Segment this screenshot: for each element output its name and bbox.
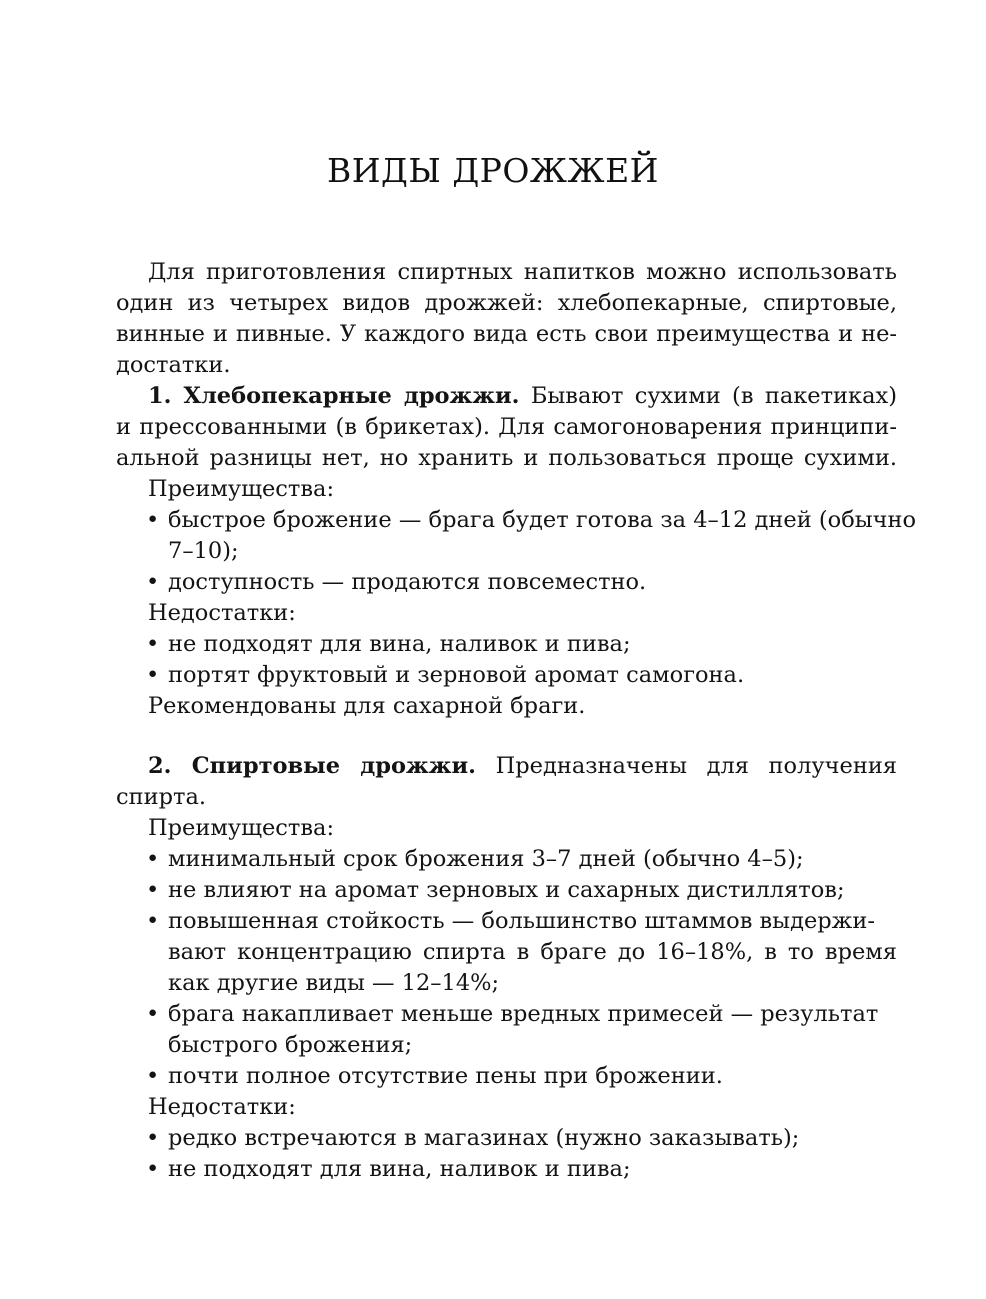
section2-disadvantages-label: Недостатки: bbox=[148, 1094, 296, 1120]
list-item: • доступность — продаются повсеместно. bbox=[146, 569, 647, 595]
section2-text: Предназначены для получения bbox=[495, 753, 897, 779]
list-item: • не подходят для вина, наливок и пива; bbox=[146, 1156, 631, 1182]
bullet-icon: • bbox=[146, 662, 160, 688]
bullet-icon: • bbox=[146, 908, 160, 934]
bullet-icon: • bbox=[146, 569, 160, 595]
list-item-continuation: как другие виды — 12–14%; bbox=[168, 970, 500, 996]
section2-heading: 2. Спиртовые дрожжи. bbox=[148, 753, 477, 779]
list-item-continuation: 7–10); bbox=[168, 538, 239, 564]
list-item-continuation: быстрого брожения; bbox=[168, 1032, 413, 1058]
bullet-icon: • bbox=[146, 1063, 160, 1089]
list-item: • быстрое брожение — брага будет готова за 4–12 дней (обычно bbox=[146, 507, 917, 533]
section1-line: и прессованными (в брикетах). Для самогоноварения принципи- bbox=[116, 414, 897, 440]
bullet-icon: • bbox=[146, 1156, 160, 1182]
list-item: • повышенная стойкость — большинство штаммов выдержи- bbox=[146, 908, 875, 934]
section2-line: спирта. bbox=[116, 784, 207, 810]
section1-advantages-label: Преимущества: bbox=[148, 476, 335, 502]
list-item: • не влияют на аромат зерновых и сахарных дистиллятов; bbox=[146, 877, 845, 903]
section1-heading: 1. Хлебопекарные дрожжи. bbox=[148, 383, 520, 409]
section1-disadvantages-label: Недостатки: bbox=[148, 600, 296, 626]
intro-line: достатки. bbox=[116, 352, 231, 378]
bullet-icon: • bbox=[146, 1125, 160, 1151]
section1-text: Бывают сухими (в пакетиках) bbox=[530, 383, 897, 409]
intro-line: один из четырех видов дрожжей: хлебопекарные, спиртовые, bbox=[116, 290, 897, 316]
section2-advantages-label: Преимущества: bbox=[148, 815, 335, 841]
section2-first-line bbox=[148, 751, 897, 781]
list-item: • почти полное отсутствие пены при брожении. bbox=[146, 1063, 723, 1089]
intro-line: Для приготовления спиртных напитков можно использовать bbox=[148, 259, 897, 285]
list-item: • не подходят для вина, наливок и пива; bbox=[146, 631, 631, 657]
bullet-icon: • bbox=[146, 631, 160, 657]
section1-recommendation: Рекомендованы для сахарной браги. bbox=[148, 693, 586, 719]
list-item: • минимальный срок брожения 3–7 дней (обычно 4–5); bbox=[146, 846, 804, 872]
bullet-icon: • bbox=[146, 507, 160, 533]
page-title: ВИДЫ ДРОЖЖЕЙ bbox=[327, 151, 659, 190]
list-item: • портят фруктовый и зерновой аромат самогона. bbox=[146, 662, 745, 688]
bullet-icon: • bbox=[146, 877, 160, 903]
list-item: • редко встречаются в магазинах (нужно заказывать); bbox=[146, 1125, 800, 1151]
intro-line: винные и пивные. У каждого вида есть свои преимущества и не- bbox=[116, 321, 897, 347]
section1-first-line bbox=[148, 381, 897, 411]
list-item-continuation: вают концентрацию спирта в браге до 16–18%, в то время bbox=[168, 939, 897, 965]
bullet-icon: • bbox=[146, 846, 160, 872]
section1-line: альной разницы нет, но хранить и пользоваться проще сухими. bbox=[116, 445, 897, 471]
bullet-icon: • bbox=[146, 1001, 160, 1027]
list-item: • брага накапливает меньше вредных примесей — результат bbox=[146, 1001, 879, 1027]
